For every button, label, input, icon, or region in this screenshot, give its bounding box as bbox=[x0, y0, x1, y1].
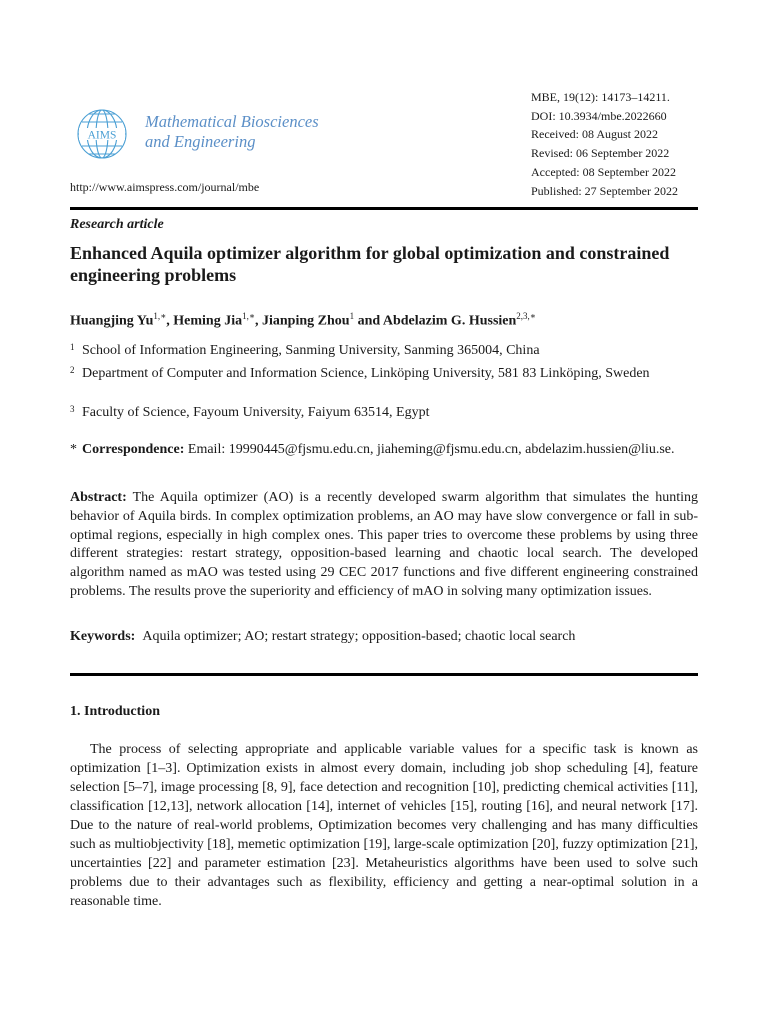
logo-text: AIMS bbox=[87, 129, 117, 142]
section-heading: 1. Introduction bbox=[70, 704, 160, 719]
author-name: Abdelazim G. Hussien bbox=[382, 313, 517, 329]
journal-name-line2: and Engineering bbox=[145, 132, 256, 151]
aims-globe-logo-icon bbox=[76, 108, 128, 160]
author-affiliation-marker: 1,∗ bbox=[242, 311, 255, 321]
abstract-label: Abstract: bbox=[70, 490, 127, 505]
paper-title: Enhanced Aquila optimizer algorithm for global optimization and constrained engineering problems bbox=[70, 243, 670, 285]
correspondence-star: * bbox=[70, 442, 77, 457]
meta-line: Received: 08 August 2022 bbox=[531, 127, 658, 142]
affiliation-item bbox=[70, 403, 698, 422]
journal-name bbox=[145, 112, 319, 152]
correspondence-text: Email: 19990445@fjsmu.edu.cn, jiaheming@fjsmu.edu.cn, abdelazim.hussien@liu.se. bbox=[184, 442, 675, 457]
abstract-rule bbox=[70, 673, 698, 676]
author-name: Jianping Zhou bbox=[262, 313, 350, 329]
meta-line: Published: 27 September 2022 bbox=[531, 183, 678, 198]
meta-line: Accepted: 08 September 2022 bbox=[531, 164, 676, 179]
abstract-text: The Aquila optimizer (AO) is a recently developed swarm algorithm that simulates the hunting behavior of Aquila birds. In complex optimization problems, an AO may have slow convergence or fall in sub-optimal regions, especially in high complex ones. This paper tries to overcome these problems by using three different strategies: restart strategy, opposition-based learning and chaotic local search. The developed algorithm named as mAO was tested using 29 CEC 2017 functions and five different engineering constrained problems. The results prove the superiority and efficiency of mAO in solving many optimization issues. bbox=[70, 490, 698, 599]
author-name: Heming Jia bbox=[173, 313, 243, 329]
affiliation-text: Department of Computer and Information Science, Linköping University, 581 83 Linköping, Sweden bbox=[82, 366, 650, 381]
author-separator: , bbox=[255, 313, 262, 329]
affiliation-text: Faculty of Science, Fayoum University, Faiyum 63514, Egypt bbox=[82, 405, 430, 420]
affiliation-number: 3 bbox=[70, 404, 75, 414]
author-separator: and bbox=[354, 313, 383, 329]
correspondence-label: Correspondence: bbox=[82, 442, 185, 457]
article-type: Research article bbox=[70, 217, 164, 232]
affiliation-number: 2 bbox=[70, 365, 75, 375]
keywords bbox=[70, 629, 575, 645]
keywords-text: Aquila optimizer; AO; restart strategy; opposition-based; chaotic local search bbox=[142, 629, 576, 644]
meta-line: MBE, 19(12): 14173–14211. bbox=[531, 90, 670, 104]
journal-url[interactable]: http://www.aimspress.com/journal/mbe bbox=[70, 180, 260, 194]
affiliation-number: 1 bbox=[70, 342, 75, 352]
correspondence bbox=[70, 440, 698, 459]
meta-line: DOI: 10.3934/mbe.2022660 bbox=[531, 108, 667, 123]
publication-meta bbox=[531, 88, 678, 200]
meta-line: Revised: 06 September 2022 bbox=[531, 146, 670, 161]
author-affiliation-marker: 1,∗ bbox=[153, 311, 167, 321]
author-name: Huangjing Yu bbox=[70, 313, 154, 329]
author-list bbox=[70, 311, 536, 330]
affiliation-text: School of Information Engineering, Sanming University, Sanming 365004, China bbox=[82, 343, 540, 358]
author-affiliation-marker: 1 bbox=[349, 311, 355, 321]
affiliation-item bbox=[70, 341, 698, 360]
author-separator: , bbox=[166, 313, 174, 329]
header-rule bbox=[70, 207, 698, 210]
abstract bbox=[70, 489, 698, 602]
author-affiliation-marker: 2,3,∗ bbox=[516, 311, 536, 321]
journal-name-line1: Mathematical Biosciences bbox=[145, 112, 319, 131]
affiliation-item bbox=[70, 364, 698, 383]
intro-paragraph: The process of selecting appropriate and applicable variable values for a specific task is known as optimization [1–3]. Optimization exists in almost every domain, including job shop scheduling [4], feature selection [5–7], image processing [8, 9], face detection and recognition [10], predicting chemical activities [11], classification [12,13], network allocation [14], internet of vehicles [15], routing [16], and neural network [17]. Due to the nature of real-world problems, Optimization becomes very challenging and has many difficulties such as multiobjectivity [18], memetic optimization [19], large-scale optimization [20], fuzzy optimization [21], uncertainties [22] and parameter estimation [23]. Metaheuristics algorithms have been used to solve such problems due to their advantages such as flexibility, efficiency and getting a near-optimal solution in a reasonable time. bbox=[70, 742, 699, 909]
keywords-label: Keywords: bbox=[70, 629, 136, 644]
